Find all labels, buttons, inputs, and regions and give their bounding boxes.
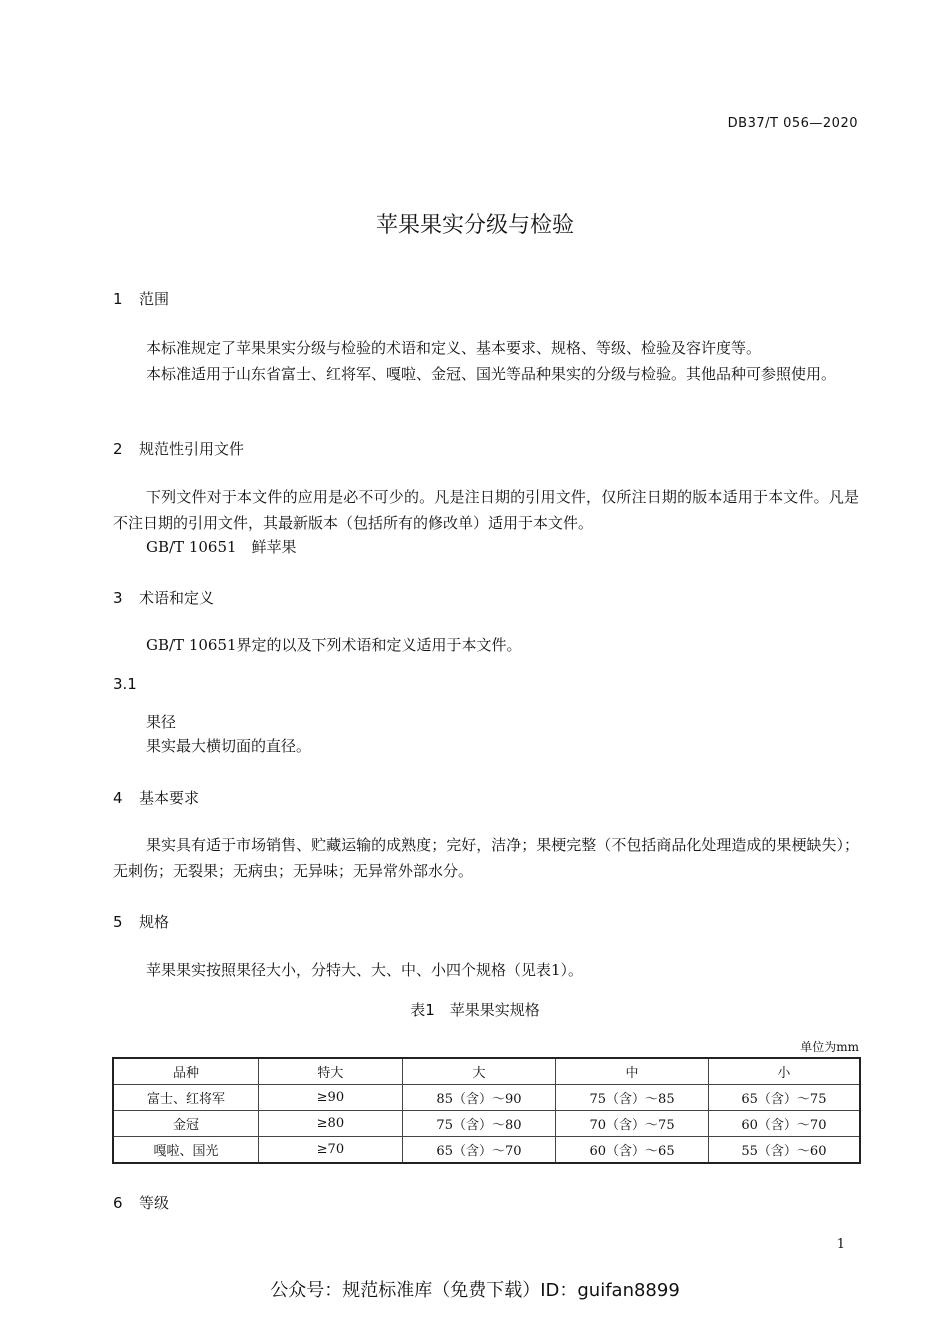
table-cell: ≥70 xyxy=(259,1137,403,1164)
table-cell: 85（含）～90 xyxy=(402,1085,556,1111)
table-cell: 65（含）～70 xyxy=(402,1137,556,1164)
section-5-paragraph-1: 苹果果实按照果径大小，分特大、大、中、小四个规格（见表1）。 xyxy=(146,961,584,979)
page-number: 1 xyxy=(836,1237,845,1252)
section-4-paragraph-1: 果实具有适于市场销售、贮藏运输的成熟度；完好，洁净；果梗完整（不包括商品化处理造成的果梗缺失）；无刺伤；无裂果；无病虫；无异味；无异常外部水分。 xyxy=(113,836,859,880)
table-row xyxy=(113,1137,860,1164)
section-1-paragraph-2: 本标准适用于山东省富士、红将军、嘎啦、金冠、国光等品种果实的分级与检验。其他品种可参照使用。 xyxy=(146,365,837,383)
table-cell: 75（含）～80 xyxy=(402,1111,556,1137)
section-6-heading xyxy=(113,1192,169,1213)
section-2-paragraph-1: 下列文件对于本文件的应用是必不可少的。凡是注日期的引用文件，仅所注日期的版本适用于本文件。凡是不注日期的引用文件，其最新版本（包括所有的修改单）适用于本文件。 xyxy=(113,488,859,532)
section-title: 范围 xyxy=(139,290,170,308)
table-cell: 60（含）～65 xyxy=(556,1137,709,1164)
section-1-heading xyxy=(113,288,169,309)
section-title: 基本要求 xyxy=(139,789,200,807)
section-number: 2 xyxy=(113,440,123,458)
table-row xyxy=(113,1085,860,1111)
table-cell: 金冠 xyxy=(113,1111,259,1137)
table-unit: 单位为mm xyxy=(800,1040,859,1054)
section-3-heading xyxy=(113,587,214,608)
table-cell: 70（含）～75 xyxy=(556,1111,709,1137)
table-header-row xyxy=(113,1058,860,1085)
section-number: 6 xyxy=(113,1194,123,1212)
document-title: 苹果果实分级与检验 xyxy=(375,213,574,238)
table-cell: 75（含）～85 xyxy=(556,1085,709,1111)
spec-table xyxy=(112,1057,861,1164)
section-title: 术语和定义 xyxy=(139,589,215,607)
section-4-heading xyxy=(113,787,199,808)
table-cell: 嘎啦、国光 xyxy=(113,1137,259,1164)
table-cell: ≥80 xyxy=(259,1111,403,1137)
table-cell: 富士、红将军 xyxy=(113,1085,259,1111)
section-number: 1 xyxy=(113,290,123,308)
section-title: 等级 xyxy=(139,1194,170,1212)
table-header-cell: 中 xyxy=(556,1058,709,1085)
section-5-heading xyxy=(113,911,169,932)
term-definition: 果实最大横切面的直径。 xyxy=(146,737,312,755)
table-header-cell: 特大 xyxy=(259,1058,403,1085)
footer-watermark: 公众号：规范标准库（免费下载）ID：guifan8899 xyxy=(270,1280,680,1301)
table-cell: ≥90 xyxy=(259,1085,403,1111)
section-number: 5 xyxy=(113,913,123,931)
subsection-3-1-number: 3.1 xyxy=(113,675,137,693)
table-header-cell: 大 xyxy=(402,1058,556,1085)
table-header-cell: 品种 xyxy=(113,1058,259,1085)
normative-reference: GB/T 10651 鲜苹果 xyxy=(146,538,297,556)
table-row xyxy=(113,1111,860,1137)
section-1-paragraph-1: 本标准规定了苹果果实分级与检验的术语和定义、基本要求、规格、等级、检验及容许度等。 xyxy=(146,339,762,357)
term-name: 果径 xyxy=(146,713,177,731)
table-header-cell: 小 xyxy=(708,1058,860,1085)
section-number: 3 xyxy=(113,589,123,607)
table-cell: 65（含）～75 xyxy=(708,1085,860,1111)
table-cell: 60（含）～70 xyxy=(708,1111,860,1137)
section-title: 规范性引用文件 xyxy=(139,440,245,458)
section-3-paragraph-1: GB/T 10651界定的以及下列术语和定义适用于本文件。 xyxy=(146,636,522,654)
section-number: 4 xyxy=(113,789,123,807)
section-title: 规格 xyxy=(139,913,170,931)
table-cell: 55（含）～60 xyxy=(708,1137,860,1164)
section-2-heading xyxy=(113,438,244,459)
table-caption: 表1 苹果果实规格 xyxy=(410,1001,540,1019)
standard-code: DB37/T 056—2020 xyxy=(727,116,858,131)
